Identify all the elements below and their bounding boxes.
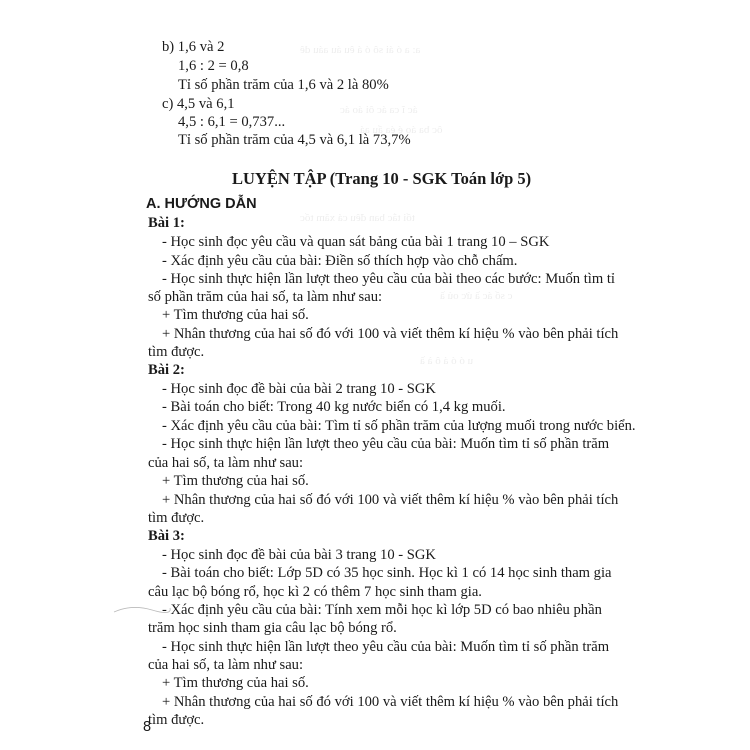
exercise-1-line: + Tìm thương của hai số. (162, 307, 309, 323)
part-b-calc: 1,6 : 2 = 0,8 (178, 58, 249, 74)
exercise-2-line: - Bài toán cho biết: Trong 40 kg nước biển có 1,4 kg muối. (162, 399, 506, 415)
part-b-result: Tỉ số phần trăm của 1,6 và 2 là 80% (178, 77, 389, 93)
page-number: 8 (143, 719, 152, 735)
exercise-3-line: - Xác định yêu cầu của bài: Tính xem mỗi học kì lớp 5D có bao nhiêu phần (162, 602, 602, 618)
exercise-3-label: Bài 3: (148, 528, 185, 544)
page-title: LUYỆN TẬP (Trang 10 - SGK Toán lớp 5) (232, 169, 532, 188)
exercise-3-line: - Học sinh đọc đề bài của bài 3 trang 10 - SGK (162, 547, 436, 563)
exercise-2-line: - Xác định yêu cầu của bài: Tìm tỉ số phần trăm của lượng muối trong nước biển. (162, 418, 636, 434)
exercise-1-line: - Học sinh thực hiện lần lượt theo yêu cầu của bài theo các bước: Muốn tìm tỉ (162, 271, 615, 287)
exercise-3-line: + Tìm thương của hai số. (162, 675, 309, 691)
exercise-3-line: tìm được. (148, 712, 205, 728)
exercise-3-line: trăm học sinh tham gia câu lạc bộ bóng rổ. (148, 620, 397, 636)
exercise-1-line: tìm được. (148, 344, 205, 360)
exercise-2-line: - Học sinh thực hiện lần lượt theo yêu cầu của bài: Muốn tìm tỉ số phần trăm (162, 436, 610, 452)
part-c-calc: 4,5 : 6,1 = 0,737... (178, 114, 286, 130)
part-b-label: b) 1,6 và 2 (162, 39, 225, 55)
exercise-2-line: - Học sinh đọc đề bài của bài 2 trang 10 - SGK (162, 381, 436, 397)
exercise-1-line: - Xác định yêu cầu của bài: Điền số thích hợp vào chỗ chấm. (162, 253, 518, 269)
exercise-1-line: + Nhân thương của hai số đó với 100 và viết thêm kí hiệu % vào bên phải tích (162, 326, 619, 342)
part-c-label: c) 4,5 và 6,1 (162, 96, 235, 112)
part-c-result: Tỉ số phần trăm của 4,5 và 6,1 là 73,7% (178, 132, 411, 148)
exercise-3-line: của hai số, ta làm như sau: (148, 657, 304, 673)
pencil-mark (112, 600, 172, 620)
exercise-3-line: + Nhân thương của hai số đó với 100 và viết thêm kí hiệu % vào bên phải tích (162, 694, 619, 710)
exercise-1-label: Bài 1: (148, 215, 185, 231)
exercise-2-label: Bài 2: (148, 362, 185, 378)
exercise-1-line: - Học sinh đọc yêu cầu và quan sát bảng của bài 1 trang 10 – SGK (162, 234, 550, 250)
exercise-2-line: của hai số, ta làm như sau: (148, 455, 304, 471)
exercise-2-line: + Nhân thương của hai số đó với 100 và viết thêm kí hiệu % vào bên phải tích (162, 492, 619, 508)
exercise-1-line: số phần trăm của hai số, ta làm như sau: (148, 289, 383, 305)
exercise-3-line: câu lạc bộ bóng rổ, học kì 2 có thêm 7 học sinh tham gia. (148, 584, 482, 600)
exercise-2-line: + Tìm thương của hai số. (162, 473, 309, 489)
section-heading: A. HƯỚNG DẪN (146, 196, 257, 212)
exercise-2-line: tìm được. (148, 510, 205, 526)
exercise-3-line: - Học sinh thực hiện lần lượt theo yêu cầu của bài: Muốn tìm tỉ số phần trăm (162, 639, 610, 655)
exercise-3-line: - Bài toán cho biết: Lớp 5D có 35 học sinh. Học kì 1 có 14 học sinh tham gia (162, 565, 612, 581)
